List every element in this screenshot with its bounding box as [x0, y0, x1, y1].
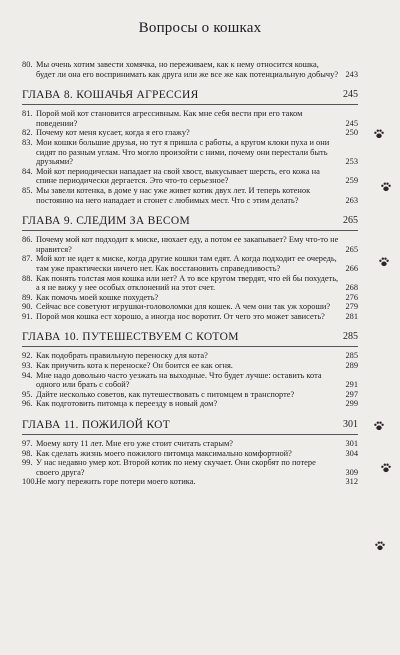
- entry-page-number: 266: [345, 263, 358, 273]
- entry-number: 91.: [22, 311, 33, 321]
- chapter-divider: [22, 104, 358, 105]
- entry-text: Дайте несколько советов, как путешествовать с питомцем в транспорте?: [36, 389, 295, 399]
- entry-page-number: 263: [345, 195, 358, 205]
- entry-number: 95.: [22, 389, 33, 399]
- entry-number: 88.: [22, 273, 33, 283]
- entry-text: Как помочь моей кошке похудеть?: [36, 292, 159, 302]
- toc-entry: [22, 109, 358, 128]
- entry-text: Почему кот меня кусает, когда я его глажу?: [36, 128, 190, 138]
- chapter-divider: [22, 346, 358, 347]
- toc-entry: [22, 351, 358, 361]
- toc-entry: [22, 138, 358, 167]
- entry-text: Как подготовить питомца к переезду в новый дом?: [36, 399, 218, 409]
- entry-text: Мой кот периодически нападает на свой хвост, выкусывает шерсть, его кожа на спине периодически дергается. Это что-то серьезное?: [36, 166, 320, 186]
- toc-entry: [22, 235, 358, 254]
- entry-page-number: 279: [345, 302, 358, 312]
- paw-print-icon: [380, 462, 392, 474]
- entry-page-number: 304: [345, 448, 358, 458]
- entry-page-number: 301: [345, 439, 358, 449]
- entry-number: 83.: [22, 137, 33, 147]
- toc-entry: [22, 439, 358, 449]
- entry-number: 81.: [22, 109, 33, 119]
- entry-page-number: 289: [345, 361, 358, 371]
- entry-text: Как сделать жизнь моего пожилого питомца максимально комфортной?: [36, 448, 292, 458]
- paw-print-icon: [374, 540, 386, 552]
- entry-page-number: 265: [345, 244, 358, 254]
- entry-text: Мои кошки большие друзья, но тут я пришла с работы, а кругом клоки пуха и они сидят по разным углам. Что могло произойти с ними, почему они перестали быть друзьями?: [36, 137, 330, 167]
- entry-text: Как подобрать правильную переноску для кота?: [36, 351, 208, 361]
- entry-number: 85.: [22, 185, 33, 195]
- entry-page-number: 253: [345, 157, 358, 167]
- entry-number: 82.: [22, 128, 33, 138]
- entry-text: Мне надо довольно часто уезжать на выходные. Что будет лучше: оставить кота одного или брать с собой?: [36, 370, 322, 390]
- toc-entry: [22, 274, 358, 293]
- entry-text: Мы очень хотим завести хомячка, но переживаем, как к нему относится кошка, будет ли она его воспринимать как друга или же все же как потенциальную добычу?: [36, 60, 339, 79]
- toc-entry: [22, 167, 358, 186]
- toc-entry: [22, 60, 358, 79]
- entry-number: 89.: [22, 292, 33, 302]
- entry-text: Как понять толстая моя кошка или нет? А то все кругом твердят, что ей бы похудеть, а я не вижу у нее особых отклонений на этот счет.: [36, 273, 339, 293]
- entry-number: 98.: [22, 448, 33, 458]
- toc-entry: [22, 458, 358, 477]
- chapter-divider: [22, 230, 358, 231]
- chapter-title: ГЛАВА 11. ПОЖИЛОЙ КОТ: [22, 419, 171, 432]
- entry-number: 93.: [22, 361, 33, 371]
- paw-print-icon: [380, 181, 392, 193]
- entry-text: Не могу пережить горе потери моего котика.: [36, 477, 196, 487]
- entry-page-number: 299: [345, 399, 358, 409]
- paw-print-icon: [373, 420, 385, 432]
- chapter-page-number: 245: [343, 89, 358, 101]
- page-title: Вопросы о кошках: [138, 20, 262, 36]
- toc-entry: [22, 449, 358, 459]
- entry-number: 90.: [22, 302, 33, 312]
- entry-text: Порой моя кошка ест хорошо, а иногда нос воротит. От чего это может зависеть?: [36, 311, 325, 321]
- entry-text: Порой мой кот становится агрессивным. Как мне себя вести при его таком поведении?: [36, 109, 303, 128]
- entry-number: 84.: [22, 166, 33, 176]
- entry-page-number: 276: [345, 292, 358, 302]
- entry-number: 87.: [22, 254, 33, 264]
- entry-number: 97.: [22, 439, 33, 449]
- entry-number: 100.: [22, 477, 37, 487]
- entry-page-number: 309: [345, 467, 358, 477]
- toc-entry: [22, 390, 358, 400]
- entry-page-number: 259: [345, 176, 358, 186]
- chapter-title: ГЛАВА 9. СЛЕДИМ ЗА ВЕСОМ: [22, 215, 191, 228]
- entry-text: Сейчас все советуют игрушки-головоломки для кошек. А чем они так уж хороши?: [36, 302, 331, 312]
- entry-text: Мы завели котенка, в доме у нас уже живет котик двух лет. И теперь котенок постоянно на него нападает и стонет с любимых мест. Что с этим делать?: [36, 185, 311, 205]
- entry-number: 80.: [22, 60, 33, 69]
- entry-number: 94.: [22, 370, 33, 380]
- chapter-heading: [22, 325, 358, 351]
- entry-text: Моему коту 11 лет. Мне его уже стоит считать старым?: [36, 439, 233, 449]
- table-of-contents: [22, 60, 358, 491]
- toc-entry: [22, 186, 358, 205]
- entry-page-number: 285: [345, 351, 358, 361]
- toc-entry: [22, 477, 358, 487]
- toc-entry: [22, 254, 358, 273]
- entry-page-number: 268: [345, 283, 358, 293]
- entry-text: Мой кот не идет к миске, когда другие кошки там едят. А когда подходит ее очередь, там уже практически ничего нет. Как восстановить справедливость?: [36, 254, 337, 273]
- paw-print-icon: [373, 128, 385, 140]
- chapter-heading: [22, 209, 358, 235]
- paw-print-icon: [378, 256, 390, 268]
- chapter-title: ГЛАВА 8. КОШАЧЬЯ АГРЕССИЯ: [22, 89, 199, 102]
- chapter-title: ГЛАВА 10. ПУТЕШЕСТВУЕМ С КОТОМ: [22, 331, 239, 344]
- entry-text: Почему мой кот подходит к миске, нюхает еду, а потом ее закапывает? Ему что-то не нравится?: [36, 235, 339, 254]
- chapter-divider: [22, 434, 358, 435]
- entry-page-number: 281: [345, 311, 358, 321]
- toc-entry: [22, 361, 358, 371]
- entry-number: 92.: [22, 351, 33, 361]
- entry-text: У нас недавно умер кот. Второй котик по нему скучает. Они скорбят по потере своего друга?: [36, 458, 316, 477]
- entry-page-number: 245: [345, 118, 358, 128]
- entry-page-number: 291: [345, 380, 358, 390]
- entry-text: Как приучить кота к переноске? Он боится ее как огня.: [36, 361, 233, 371]
- toc-entry: [22, 371, 358, 390]
- toc-entry: [22, 293, 358, 303]
- entry-page-number: 312: [345, 477, 358, 487]
- chapter-page-number: 301: [343, 419, 358, 431]
- toc-entry: [22, 399, 358, 409]
- chapter-page-number: 265: [343, 215, 358, 227]
- toc-entry: [22, 302, 358, 312]
- toc-entry: [22, 312, 358, 322]
- entry-page-number: 297: [345, 389, 358, 399]
- toc-entry: [22, 128, 358, 138]
- chapter-heading: [22, 83, 358, 109]
- chapter-heading: [22, 413, 358, 439]
- entry-page-number: 250: [345, 128, 358, 138]
- entry-number: 99.: [22, 458, 33, 468]
- entry-page-number: 243: [345, 69, 358, 79]
- entry-number: 96.: [22, 399, 33, 409]
- chapter-page-number: 285: [343, 331, 358, 343]
- entry-number: 86.: [22, 235, 33, 245]
